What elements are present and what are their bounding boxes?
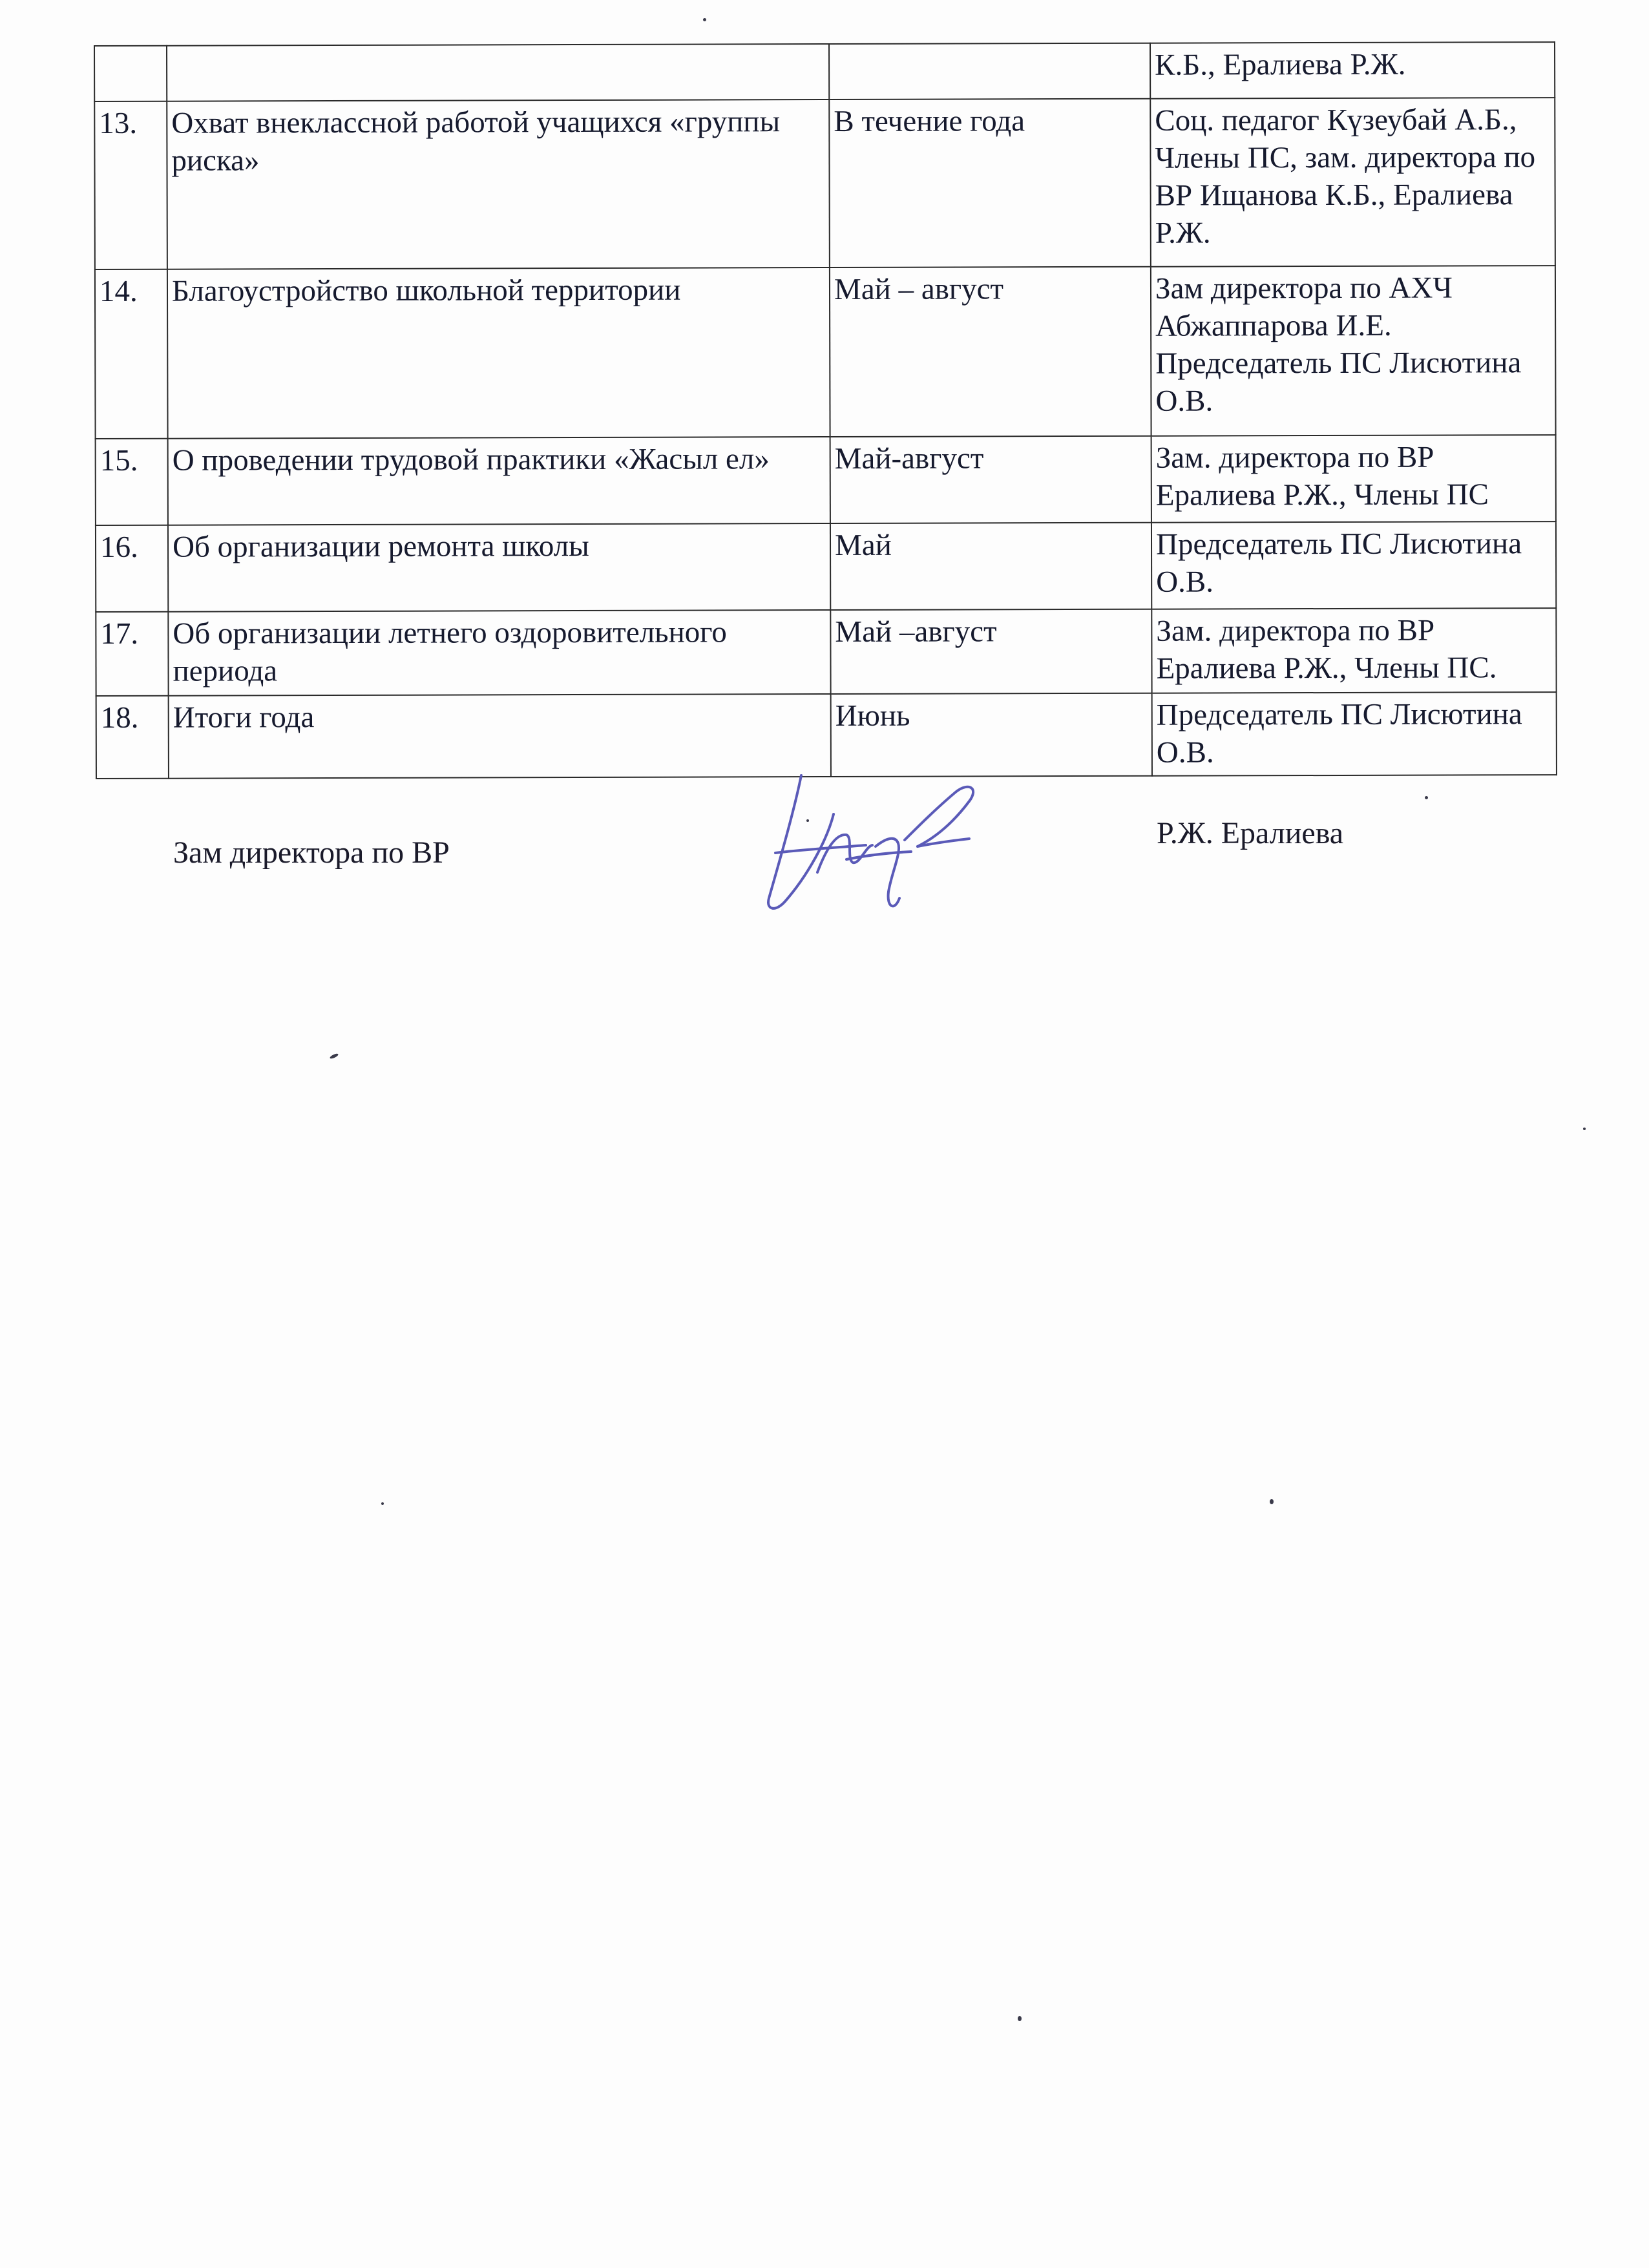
cell-activity: Охват внеклассной работой учащихся «группы риска» (167, 100, 830, 269)
cell-number: 15. (96, 439, 168, 525)
cell-term: Май – август (830, 267, 1151, 437)
cell-activity: Об организации летнего оздоровительного периода (168, 610, 830, 696)
cell-term: Май (830, 523, 1151, 610)
scan-speck (1583, 1128, 1586, 1130)
cell-responsible: Зам. директора по ВР Ералиева Р.Ж., Члены ПС. (1151, 608, 1556, 693)
cell-number (94, 46, 167, 101)
table-row (96, 435, 1556, 525)
table-row-continuation (94, 42, 1555, 101)
cell-activity (167, 44, 829, 101)
cell-activity: О проведении трудовой практики «Жасыл ел» (168, 437, 830, 525)
table-row (95, 266, 1556, 439)
cell-number: 14. (95, 269, 168, 439)
table-row (96, 608, 1556, 696)
scan-speck (703, 18, 706, 21)
scan-speck (330, 1053, 339, 1059)
cell-term: Май –август (830, 609, 1151, 694)
cell-activity: Благоустройство школьной территории (167, 268, 830, 439)
cell-number: 13. (94, 101, 167, 269)
cell-activity: Итоги года (169, 694, 831, 779)
cell-number: 16. (96, 525, 168, 612)
signatory-name: Р.Ж. Ералиева (1157, 816, 1344, 850)
scan-speck (806, 819, 809, 822)
table-row (94, 98, 1555, 269)
scan-speck (1270, 1499, 1274, 1504)
table-row (96, 521, 1556, 612)
plan-table (94, 41, 1557, 779)
cell-responsible: Зам. директора по ВР Ералиева Р.Ж., Члены ПС (1151, 435, 1556, 523)
scan-speck (1425, 796, 1428, 799)
signatory-role: Зам директора по ВР (173, 835, 450, 870)
scan-speck (381, 1502, 384, 1505)
cell-responsible: Зам директора по АХЧ Абжаппарова И.Е. Председатель ПС Лисютина О.В. (1151, 266, 1556, 436)
cell-responsible: Соц. педагог Күзеубай А.Б., Члены ПС, зам. директора по ВР Ищанова К.Б., Ералиева Р.Ж. (1150, 98, 1555, 267)
cell-number: 18. (96, 696, 169, 779)
handwritten-signature (756, 762, 1002, 918)
cell-term: Июнь (831, 693, 1152, 777)
cell-term: В течение года (829, 99, 1151, 268)
cell-responsible: Председатель ПС Лисютина О.В. (1152, 692, 1557, 776)
cell-activity: Об организации ремонта школы (168, 523, 830, 612)
scan-speck (1018, 2016, 1022, 2021)
cell-number: 17. (96, 612, 168, 696)
cell-responsible: Председатель ПС Лисютина О.В. (1151, 521, 1556, 609)
cell-term (829, 43, 1150, 100)
cell-responsible: К.Б., Ералиева Р.Ж. (1150, 42, 1555, 99)
cell-term: Май-август (830, 436, 1151, 523)
